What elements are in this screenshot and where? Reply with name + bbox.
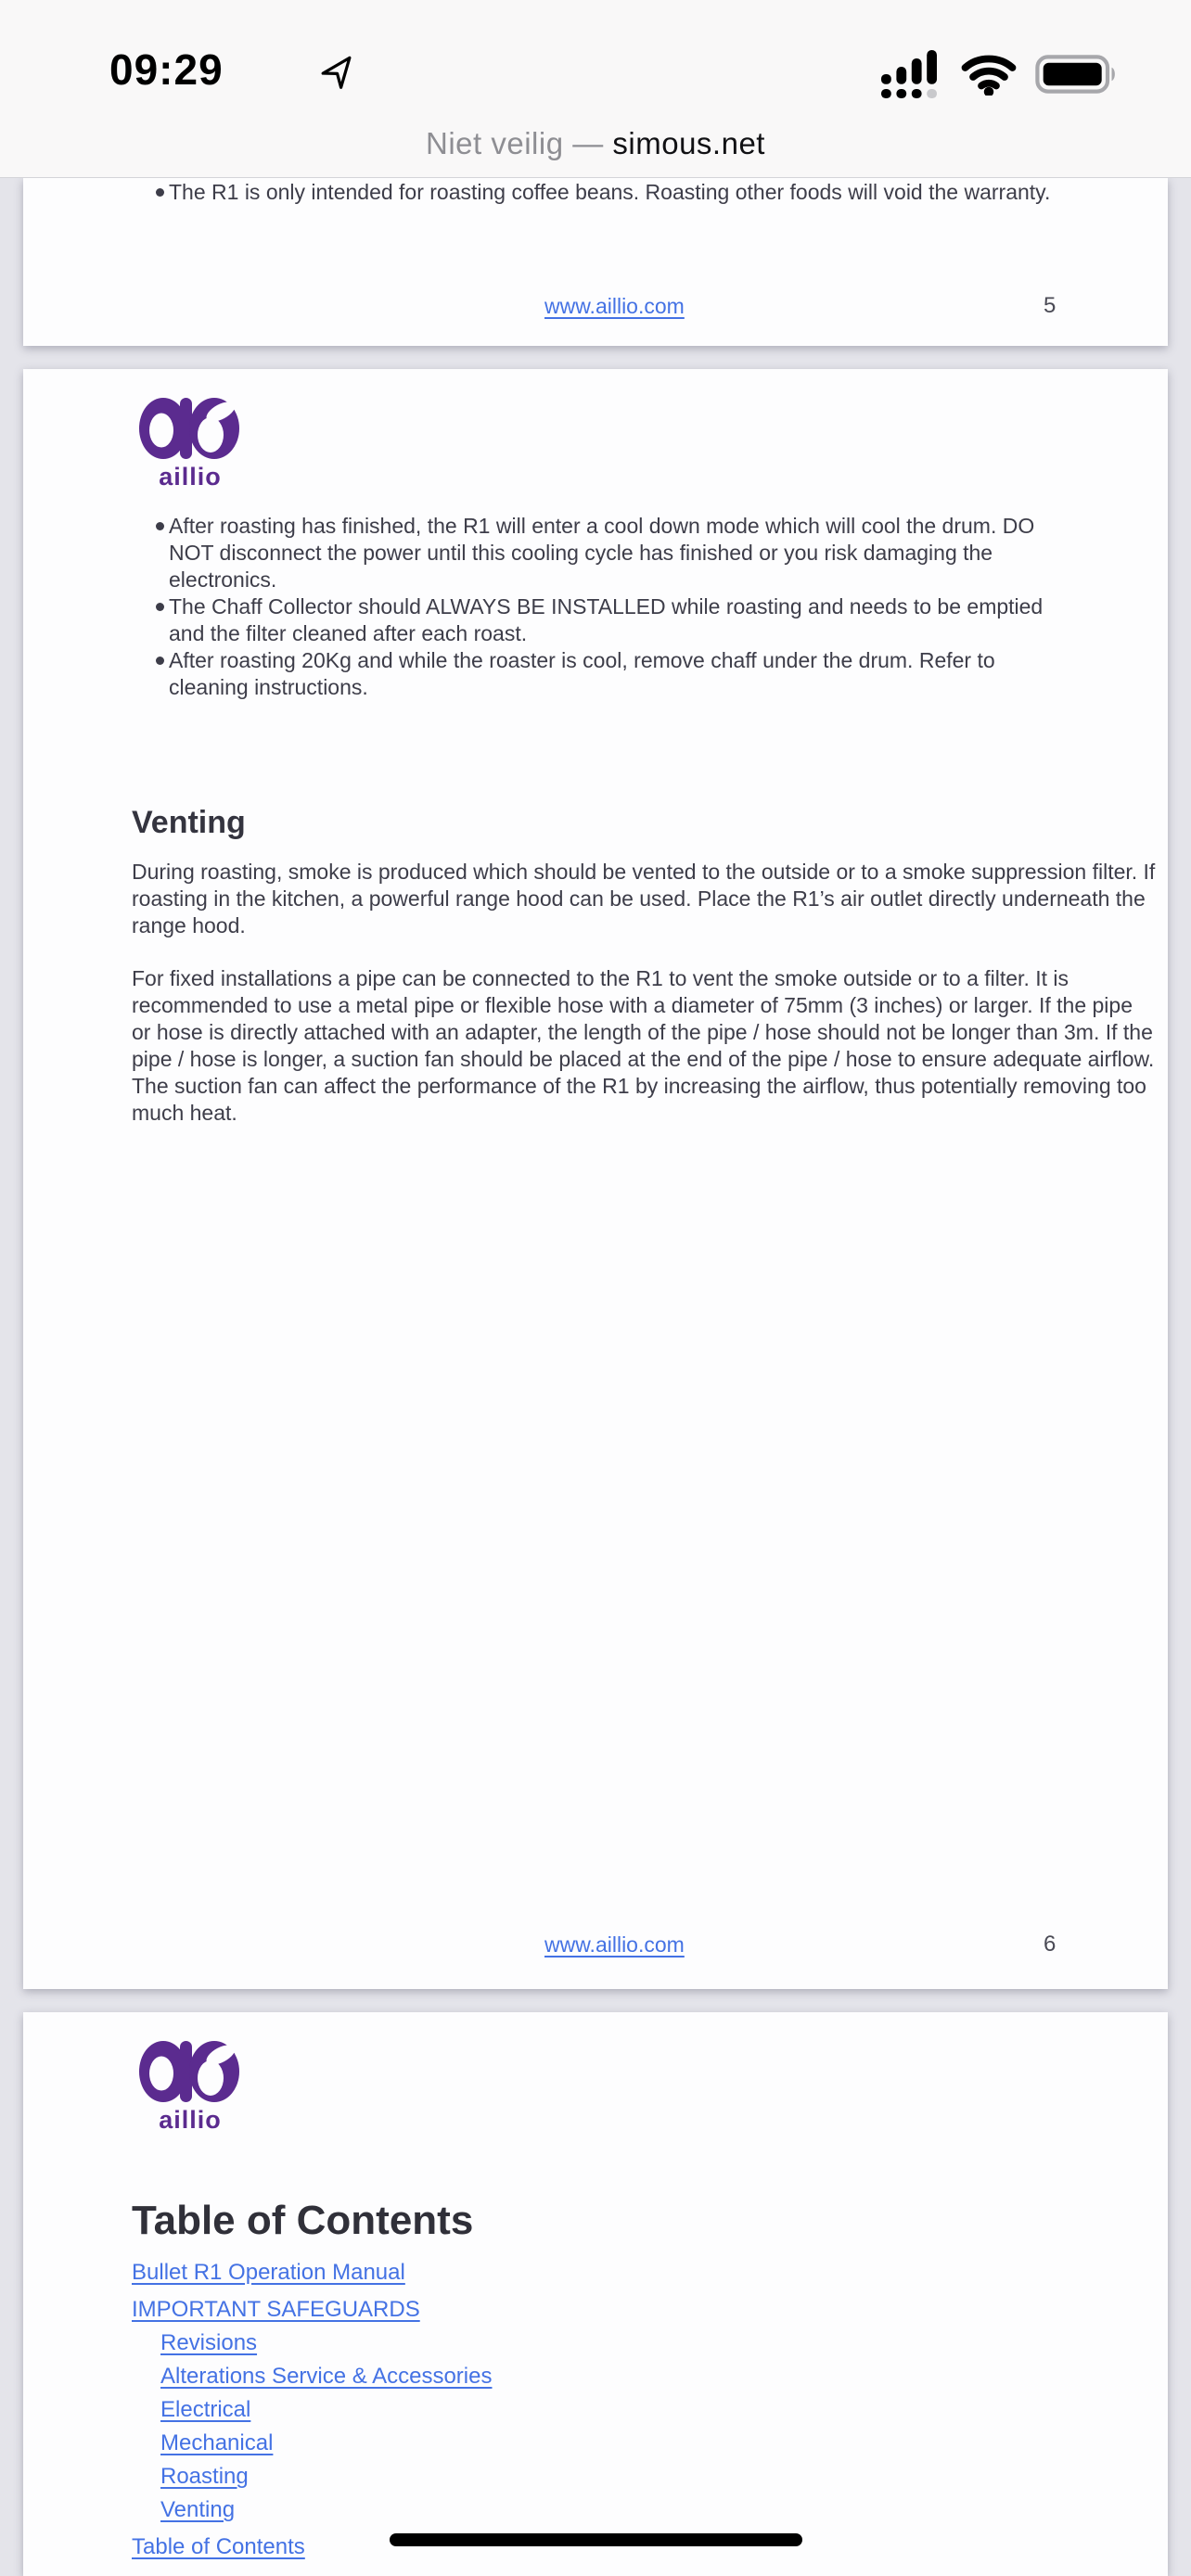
bullet-text: The Chaff Collector should ALWAYS BE INSTALLED while roasting and needs to be emptied and the filter cleaned after each roast. (169, 594, 1044, 645)
aillio-logo-word: aillio (159, 463, 222, 491)
aillio-logo-word: aillio (159, 2106, 222, 2134)
status-icons (881, 50, 1119, 98)
bullet-item (147, 513, 1069, 593)
pdf-page-7 (23, 2012, 1168, 2576)
bullet-dot-icon (156, 188, 164, 197)
toc-link[interactable]: Bullet R1 Operation Manual (132, 2260, 405, 2285)
page-number: 5 (1044, 293, 1057, 318)
aillio-logo-icon (139, 397, 239, 460)
safari-top-chrome (0, 0, 1191, 178)
bullet-list (147, 179, 1065, 206)
toc-link-list (132, 2261, 1059, 2569)
pdf-page-6 (23, 369, 1168, 1989)
toc-link[interactable]: Roasting (160, 2464, 249, 2489)
pdf-page-5 (23, 178, 1168, 346)
bullet-text: The R1 is only intended for roasting coffee beans. Roasting other foods will void the warranty. (169, 180, 1051, 204)
bullet-item (147, 593, 1069, 647)
security-label: Niet veilig — (426, 126, 604, 160)
bullet-list (147, 513, 1069, 701)
bullet-dot-icon (156, 657, 164, 665)
status-time: 09:29 (109, 45, 224, 94)
venting-paragraph-1: During roasting, smoke is produced which should be vented to the outside or to a smoke suppression filter. If roasting in the kitchen, a powerful range hood can be used. Place the R1’s air outlet directly underneath the range hood. (132, 860, 1156, 937)
url-domain: simous.net (612, 126, 765, 160)
page-number: 6 (1044, 1932, 1057, 1957)
toc-link[interactable]: Electrical (160, 2397, 251, 2422)
location-arrow-icon (321, 50, 360, 89)
footer-website-link[interactable]: www.aillio.com (544, 294, 685, 318)
footer-website-link[interactable]: www.aillio.com (544, 1932, 685, 1957)
bullet-dot-icon (156, 603, 164, 611)
toc-title: Table of Contents (132, 2198, 474, 2243)
aillio-logo (139, 2040, 241, 2135)
section-heading-venting: Venting (132, 805, 246, 840)
wifi-icon (961, 54, 1017, 96)
battery-icon (1035, 55, 1119, 94)
toc-link[interactable]: Revisions (160, 2330, 258, 2355)
toc-link[interactable]: Alterations Service & Accessories (160, 2364, 493, 2389)
aillio-logo-icon (139, 2040, 239, 2103)
toc-link[interactable]: Table of Contents (132, 2534, 305, 2559)
toc-link[interactable]: Venting (160, 2497, 236, 2522)
bullet-dot-icon (156, 522, 164, 530)
bullet-text: After roasting 20Kg and while the roaster is cool, remove chaff under the drum. Refer to cleaning instructions. (169, 648, 995, 699)
toc-link[interactable]: Mechanical (160, 2430, 274, 2455)
cellular-signal-icon (881, 50, 942, 98)
home-indicator[interactable] (390, 2533, 802, 2546)
bullet-text: After roasting has finished, the R1 will enter a cool down mode which will cool the drum. DO NOT disconnect the power until this cooling cycle has finished or you risk damaging the electronics. (169, 514, 1035, 592)
url-bar[interactable] (0, 126, 1191, 161)
status-bar (0, 45, 1191, 96)
venting-paragraph-2: For fixed installations a pipe can be connected to the R1 to vent the smoke outside or to a filter. It is recommended to use a metal pipe or flexible hose with a diameter of 75mm (3 inches) or larger. If the pipe or hose is directly attached with an adapter, the length of the pipe / hose should not be longer than 3m. If the pipe / hose is longer, a suction fan should be placed at the end of the pipe / hose to ensure adequate airflow. The suction fan can affect the performance of the R1 by increasing the airflow, thus potentially removing too much heat. (132, 966, 1155, 1125)
bullet-item (147, 179, 1065, 206)
bullet-item (147, 647, 1069, 701)
aillio-logo (139, 397, 241, 491)
toc-link[interactable]: IMPORTANT SAFEGUARDS (132, 2297, 420, 2322)
